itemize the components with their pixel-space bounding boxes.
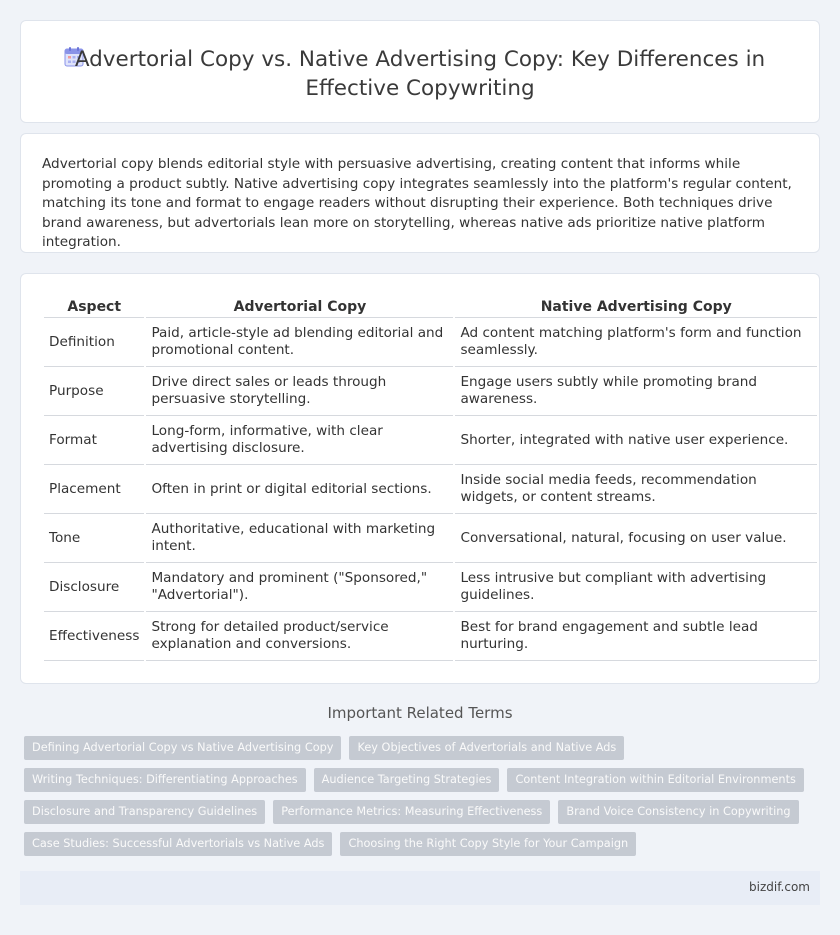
table-row bbox=[44, 465, 817, 514]
related-tag[interactable]: Content Integration within Editorial Environments bbox=[507, 768, 803, 792]
native-cell: Inside social media feeds, recommendation widgets, or content streams. bbox=[455, 465, 817, 514]
table-row bbox=[44, 318, 817, 367]
native-cell: Shorter, integrated with native user experience. bbox=[455, 416, 817, 465]
aspect-cell: Format bbox=[44, 416, 144, 465]
related-tag[interactable]: Case Studies: Successful Advertorials vs Native Ads bbox=[24, 832, 332, 856]
advertorial-cell: Drive direct sales or leads through persuasive storytelling. bbox=[146, 367, 453, 416]
intro-paragraph: Advertorial copy blends editorial style with persuasive advertising, creating content that informs while promoting a product subtly. Native advertising copy integrates seamlessly into the platform's regular content, matching its tone and format to engage readers without disrupting their experience. Both techniques drive brand awareness, but advertorials lean more on storytelling, whereas native ads prioritize native platform integration. bbox=[42, 156, 792, 250]
table-row bbox=[44, 514, 817, 563]
table-row bbox=[44, 367, 817, 416]
advertorial-cell: Long-form, informative, with clear advertising disclosure. bbox=[146, 416, 453, 465]
advertorial-cell: Often in print or digital editorial sections. bbox=[146, 465, 453, 514]
advertorial-cell: Paid, article-style ad blending editorial and promotional content. bbox=[146, 318, 453, 367]
related-tag[interactable]: Brand Voice Consistency in Copywriting bbox=[558, 800, 798, 824]
page-title: Advertorial Copy vs. Native Advertising Copy: Key Differences in Effective Copywriting bbox=[74, 47, 766, 101]
aspect-cell: Purpose bbox=[44, 367, 144, 416]
related-tag[interactable]: Key Objectives of Advertorials and Native Ads bbox=[349, 736, 624, 760]
header-aspect: Aspect bbox=[44, 296, 144, 318]
aspect-cell: Placement bbox=[44, 465, 144, 514]
footer-site-link[interactable]: bizdif.com bbox=[749, 880, 810, 894]
related-tag[interactable]: Choosing the Right Copy Style for Your Campaign bbox=[340, 832, 636, 856]
native-cell: Best for brand engagement and subtle lead nurturing. bbox=[455, 612, 817, 661]
related-tag[interactable]: Disclosure and Transparency Guidelines bbox=[24, 800, 265, 824]
related-tag[interactable]: Defining Advertorial Copy vs Native Advertising Copy bbox=[24, 736, 341, 760]
native-cell: Less intrusive but compliant with advertising guidelines. bbox=[455, 563, 817, 612]
table-row bbox=[44, 612, 817, 661]
table-row bbox=[44, 416, 817, 465]
related-terms-tags bbox=[24, 736, 804, 864]
related-terms-title: Important Related Terms bbox=[327, 704, 513, 722]
native-cell: Engage users subtly while promoting brand awareness. bbox=[455, 367, 817, 416]
intro-card bbox=[20, 133, 820, 253]
aspect-cell: Disclosure bbox=[44, 563, 144, 612]
aspect-cell: Tone bbox=[44, 514, 144, 563]
aspect-cell: Definition bbox=[44, 318, 144, 367]
table-row bbox=[44, 563, 817, 612]
native-cell: Conversational, natural, focusing on user value. bbox=[455, 514, 817, 563]
header-native: Native Advertising Copy bbox=[455, 296, 817, 318]
header-card bbox=[20, 20, 820, 123]
comparison-table bbox=[42, 296, 819, 661]
related-tag[interactable]: Audience Targeting Strategies bbox=[314, 768, 500, 792]
related-tag[interactable]: Performance Metrics: Measuring Effectiveness bbox=[273, 800, 550, 824]
advertorial-cell: Authoritative, educational with marketing intent. bbox=[146, 514, 453, 563]
table-header-row bbox=[44, 296, 817, 318]
advertorial-cell: Strong for detailed product/service explanation and conversions. bbox=[146, 612, 453, 661]
related-tag[interactable]: Writing Techniques: Differentiating Approaches bbox=[24, 768, 306, 792]
footer bbox=[20, 871, 820, 905]
native-cell: Ad content matching platform's form and function seamlessly. bbox=[455, 318, 817, 367]
aspect-cell: Effectiveness bbox=[44, 612, 144, 661]
comparison-table-card bbox=[20, 273, 820, 684]
advertorial-cell: Mandatory and prominent ("Sponsored," "Advertorial"). bbox=[146, 563, 453, 612]
header-advertorial: Advertorial Copy bbox=[146, 296, 453, 318]
